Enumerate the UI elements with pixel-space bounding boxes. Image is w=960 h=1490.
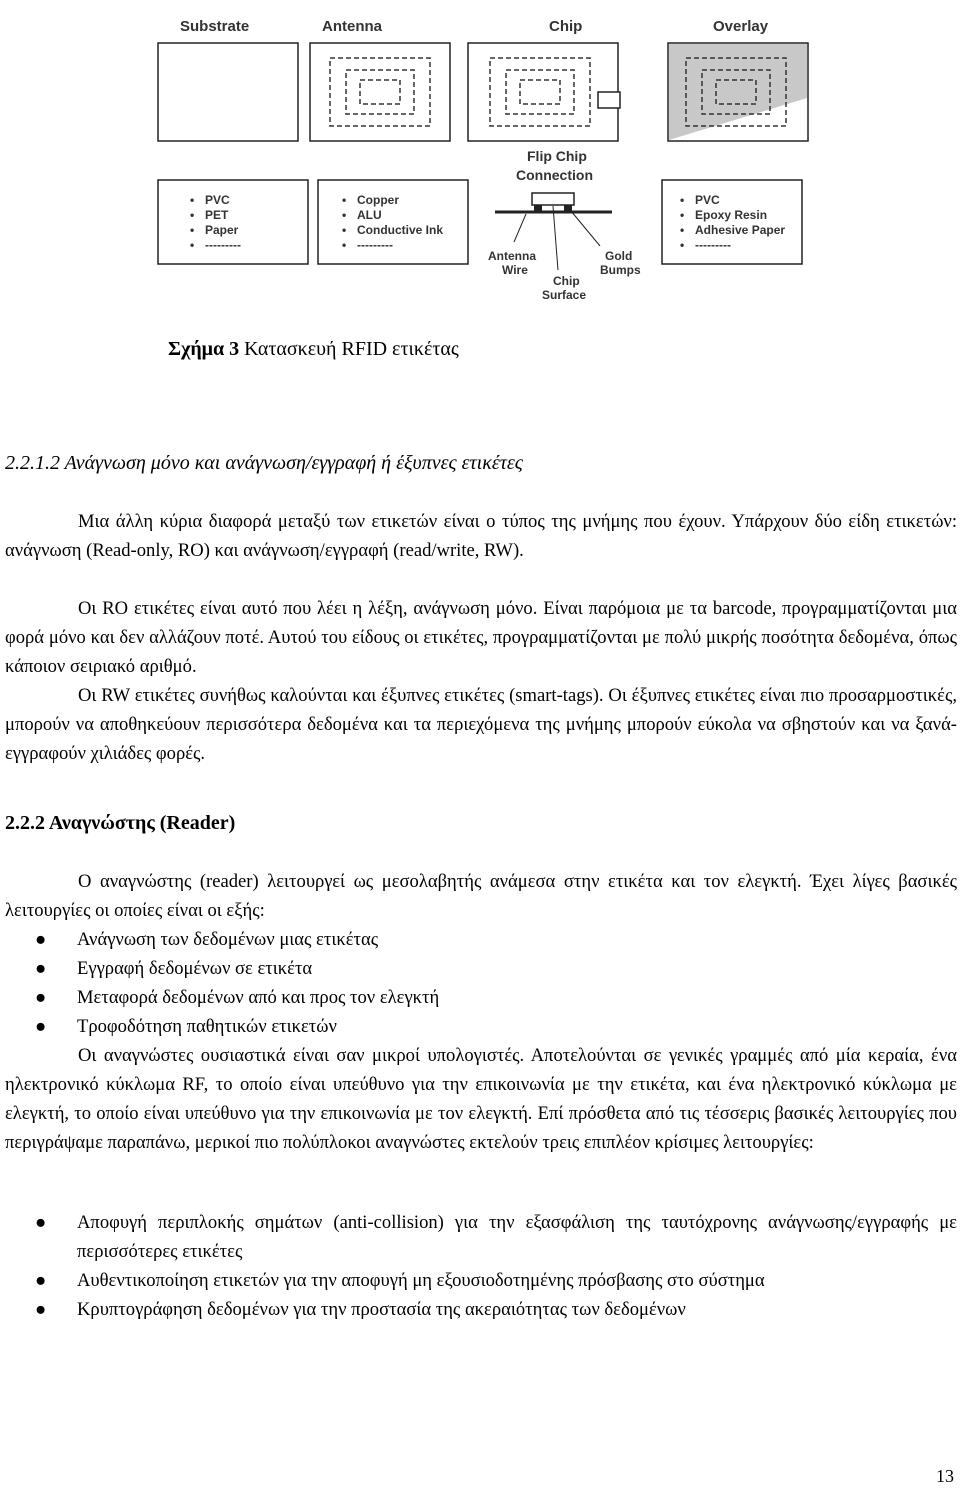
list-item: ● Ανάγνωση των δεδομένων μιας ετικέτας [35, 929, 379, 950]
svg-text:•: • [342, 193, 347, 207]
svg-text:•: • [680, 193, 685, 207]
chip-icon [598, 92, 620, 108]
caption-text: Κατασκευή RFID ετικέτας [239, 338, 459, 360]
header-overlay: Overlay [713, 18, 769, 35]
header-substrate: Substrate [180, 18, 250, 35]
list-item: ● Εγγραφή δεδομένων σε ετικέτα [35, 958, 313, 979]
overlay-material: PVC [695, 193, 720, 207]
substrate-material: PET [205, 208, 229, 222]
page-number: 13 [936, 1466, 954, 1486]
substrate-material: Paper [205, 223, 239, 237]
svg-text:•: • [342, 223, 347, 237]
paragraph-rw-tags: Οι RW ετικέτες συνήθως καλούνται και έξυπνες ετικέτες (smart-tags). Οι έξυπνες ετικέτες είναι πιο προσαρμοστικές, μπορούν να αποθηκεύουν περισσότερα δεδομένα και τα περιεχόμενα της μνήμης μπορούν εύκολα να σβηστούν και να ξανά-εγγραφούν χιλιάδες φορές. [5, 685, 957, 764]
paragraph-ro-tags: Οι RO ετικέτες είναι αυτό που λέει η λέξη, ανάγνωση μόνο. Είναι παρόμοια με τα barcode, προγραμματίζονται μια φορά μόνο και δεν αλλάζουν ποτέ. Αυτού του είδους οι ετικέτες, προγραμματίζονται με πολύ μικρής ποσότητα δεδομένα, όπως κάποιον σειριακό αριθμό. [5, 598, 957, 677]
paragraph-memory-type: Μια άλλη κύρια διαφορά μεταξύ των ετικετών είναι ο τύπος της μνήμης που έχουν. Υπάρχουν δύο είδη ετικετών: ανάγνωση (Read-only, RO) και ανάγνωση/εγγραφή (read/write, RW). [5, 511, 957, 561]
figure-caption [168, 338, 459, 361]
svg-text:•: • [680, 208, 685, 222]
svg-text:•: • [190, 238, 195, 252]
svg-text:•: • [342, 208, 347, 222]
section-heading-222: 2.2.2 Αναγνώστης (Reader) [5, 812, 236, 834]
svg-text:•: • [680, 238, 685, 252]
svg-text:•: • [680, 223, 685, 237]
gold-bumps-label: Gold [605, 249, 633, 263]
svg-text:•: • [190, 208, 195, 222]
substrate-material: --------- [205, 238, 241, 252]
header-chip: Chip [549, 18, 583, 35]
list-item: ● Τροφοδότηση παθητικών ετικετών [35, 1016, 337, 1037]
advanced-functions-list [5, 1208, 957, 1324]
section-heading-2212: 2.2.1.2 Ανάγνωση μόνο και ανάγνωση/εγγραφή ή έξυπνες ετικέτες [5, 452, 523, 474]
chip-panel [468, 43, 620, 141]
list-item: ● Κρυπτογράφηση δεδομένων για την προστασία της ακεραιότητας των δεδομένων [35, 1299, 686, 1320]
header-antenna: Antenna [322, 18, 382, 35]
svg-text:•: • [342, 238, 347, 252]
caption-label: Σχήμα 3 [168, 338, 240, 360]
overlay-material: Epoxy Resin [695, 208, 768, 222]
chip-surface-label: Chip [553, 274, 580, 288]
svg-text:•: • [190, 223, 195, 237]
substrate-panel [158, 43, 298, 141]
basic-functions-list [5, 925, 957, 1041]
overlay-material: --------- [695, 238, 731, 252]
overlay-material: Adhesive Paper [695, 223, 786, 237]
antenna-material: ALU [357, 208, 382, 222]
antenna-panel [310, 43, 450, 141]
svg-text:Bumps: Bumps [600, 263, 641, 277]
list-item: ● Μεταφορά δεδομένων από και προς τον ελεγκτή [35, 987, 440, 1008]
svg-text:Wire: Wire [502, 263, 528, 277]
substrate-material: PVC [205, 193, 230, 207]
list-item: ● Αυθεντικοποίηση ετικετών για την αποφυγή μη εξουσιοδοτημένης πρόσβασης στο σύστημα [35, 1270, 765, 1291]
overlay-panel [668, 43, 808, 141]
paragraph-reader-intro: Ο αναγνώστης (reader) λειτουργεί ως μεσολαβητής ανάμεσα στην ετικέτα και τον ελεγκτή. Έχει λίγες βασικές λειτουργίες οι οποίες είναι οι εξής: [5, 871, 957, 921]
svg-text:•: • [190, 193, 195, 207]
paragraph-reader-details: Οι αναγνώστες ουσιαστικά είναι σαν μικροί υπολογιστές. Αποτελούνται σε γενικές γραμμές από μία κεραία, ένα ηλεκτρονικό κύκλωμα RF, το οποίο είναι υπεύθυνο για την επικοινωνία με την ετικέτα, και ένα ηλεκτρονικό κύκλωμα με ελεγκτή, το οποίο είναι υπεύθυνο για την επικοινωνία με τον ελεγκτή. Επί πρόσθετα από τις τέσσερις βασικές λειτουργίες που περιγράψαμε παραπάνω, μερικοί πιο πολύπλοκοι αναγνώστες εκτελούν τρεις επιπλέον κρίσιμες λειτουργίες: [5, 1045, 957, 1153]
antenna-material: Conductive Ink [357, 223, 444, 237]
connection-label: Connection [516, 167, 593, 183]
flip-chip-label: Flip Chip [527, 148, 587, 164]
antenna-material: --------- [357, 238, 393, 252]
svg-text:Surface: Surface [542, 288, 587, 302]
antenna-material: Copper [357, 193, 399, 207]
antenna-wire-label: Antenna [488, 249, 536, 263]
list-item: ● Αποφυγή περιπλοκής σημάτων (anti-collision) για την εξασφάλιση της ταυτόχρονης ανάγνωσης/εγγραφής με περισσότερες ετικέτες [35, 1212, 957, 1262]
rfid-tag-figure [150, 0, 810, 310]
